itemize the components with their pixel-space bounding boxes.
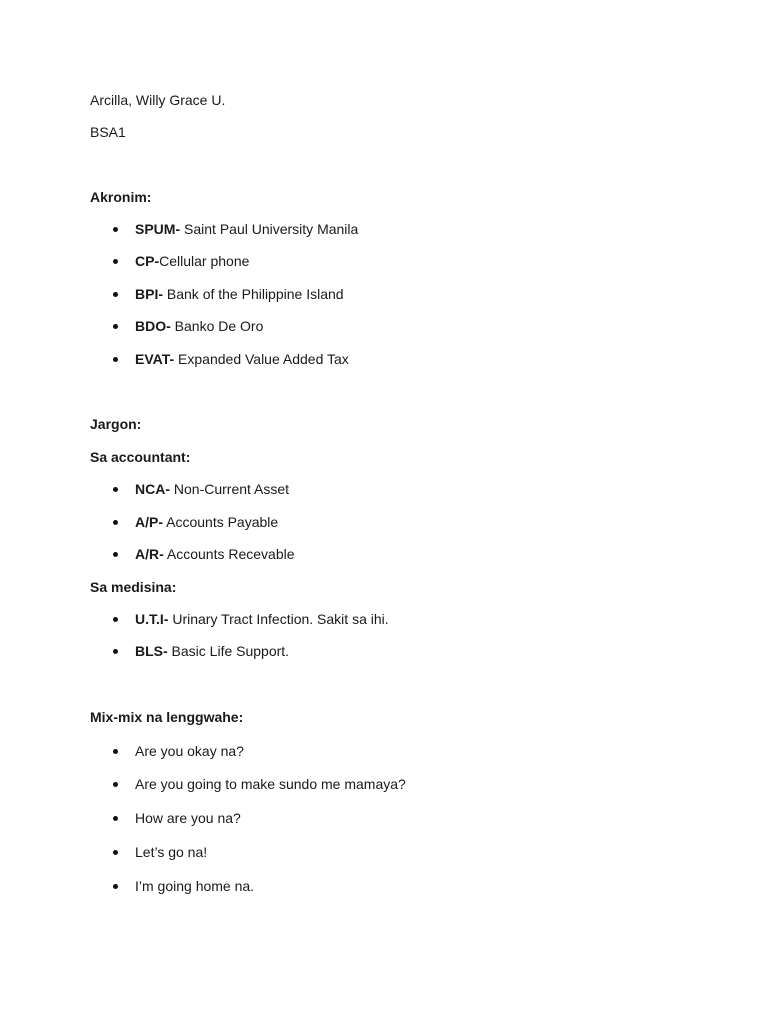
list-item-term: SPUM- <box>135 221 181 237</box>
list-item-definition: Accounts Recevable <box>163 546 295 562</box>
list-item-definition: Bank of the Philippine Island <box>163 286 344 302</box>
list-item-text: Are you going to make sundo me mamaya? <box>135 776 406 792</box>
jargon-heading: Jargon: <box>90 416 142 432</box>
list-item-definition: Accounts Payable <box>163 514 279 530</box>
list-item-term: BDO- <box>135 318 171 334</box>
bullet-icon <box>113 357 118 362</box>
list-item-text: Let’s go na! <box>135 844 208 860</box>
list-item-term: U.T.I- <box>135 611 169 627</box>
bullet-icon <box>113 816 118 821</box>
list-item-definition: Expanded Value Added Tax <box>174 351 349 367</box>
list-item-definition: Basic Life Support. <box>167 643 290 659</box>
list-item-definition: Urinary Tract Infection. Sakit sa ihi. <box>168 611 389 627</box>
bullet-icon <box>113 259 118 264</box>
bullet-icon <box>113 649 118 654</box>
list-item-term: BPI- <box>135 286 163 302</box>
author-section: BSA1 <box>90 124 126 140</box>
list-item-definition: Cellular phone <box>159 253 250 269</box>
list-item-term: BLS- <box>135 643 168 659</box>
medisina-subheading: Sa medisina: <box>90 579 177 595</box>
list-item-definition: Banko De Oro <box>170 318 264 334</box>
bullet-icon <box>113 850 118 855</box>
bullet-icon <box>113 749 118 754</box>
list-item-text: How are you na? <box>135 810 241 826</box>
list-item-term: NCA- <box>135 481 170 497</box>
mixmix-heading: Mix-mix na lenggwahe: <box>90 709 244 725</box>
list-item-definition: Saint Paul University Manila <box>180 221 359 237</box>
bullet-icon <box>113 617 118 622</box>
list-item-term: EVAT- <box>135 351 175 367</box>
author-name: Arcilla, Willy Grace U. <box>90 92 226 108</box>
bullet-icon <box>113 552 118 557</box>
bullet-icon <box>113 487 118 492</box>
accountant-subheading: Sa accountant: <box>90 449 191 465</box>
list-item-term: CP- <box>135 253 160 269</box>
list-item-term: A/P- <box>135 514 163 530</box>
list-item-term: A/R- <box>135 546 164 562</box>
bullet-icon <box>113 292 118 297</box>
bullet-icon <box>113 782 118 787</box>
list-item-definition: Non-Current Asset <box>170 481 290 497</box>
bullet-icon <box>113 884 118 889</box>
bullet-icon <box>113 520 118 525</box>
list-item-text: Are you okay na? <box>135 743 244 759</box>
bullet-icon <box>113 227 118 232</box>
akronim-heading: Akronim: <box>90 189 152 205</box>
list-item-text: I’m going home na. <box>135 878 255 894</box>
bullet-icon <box>113 324 118 329</box>
